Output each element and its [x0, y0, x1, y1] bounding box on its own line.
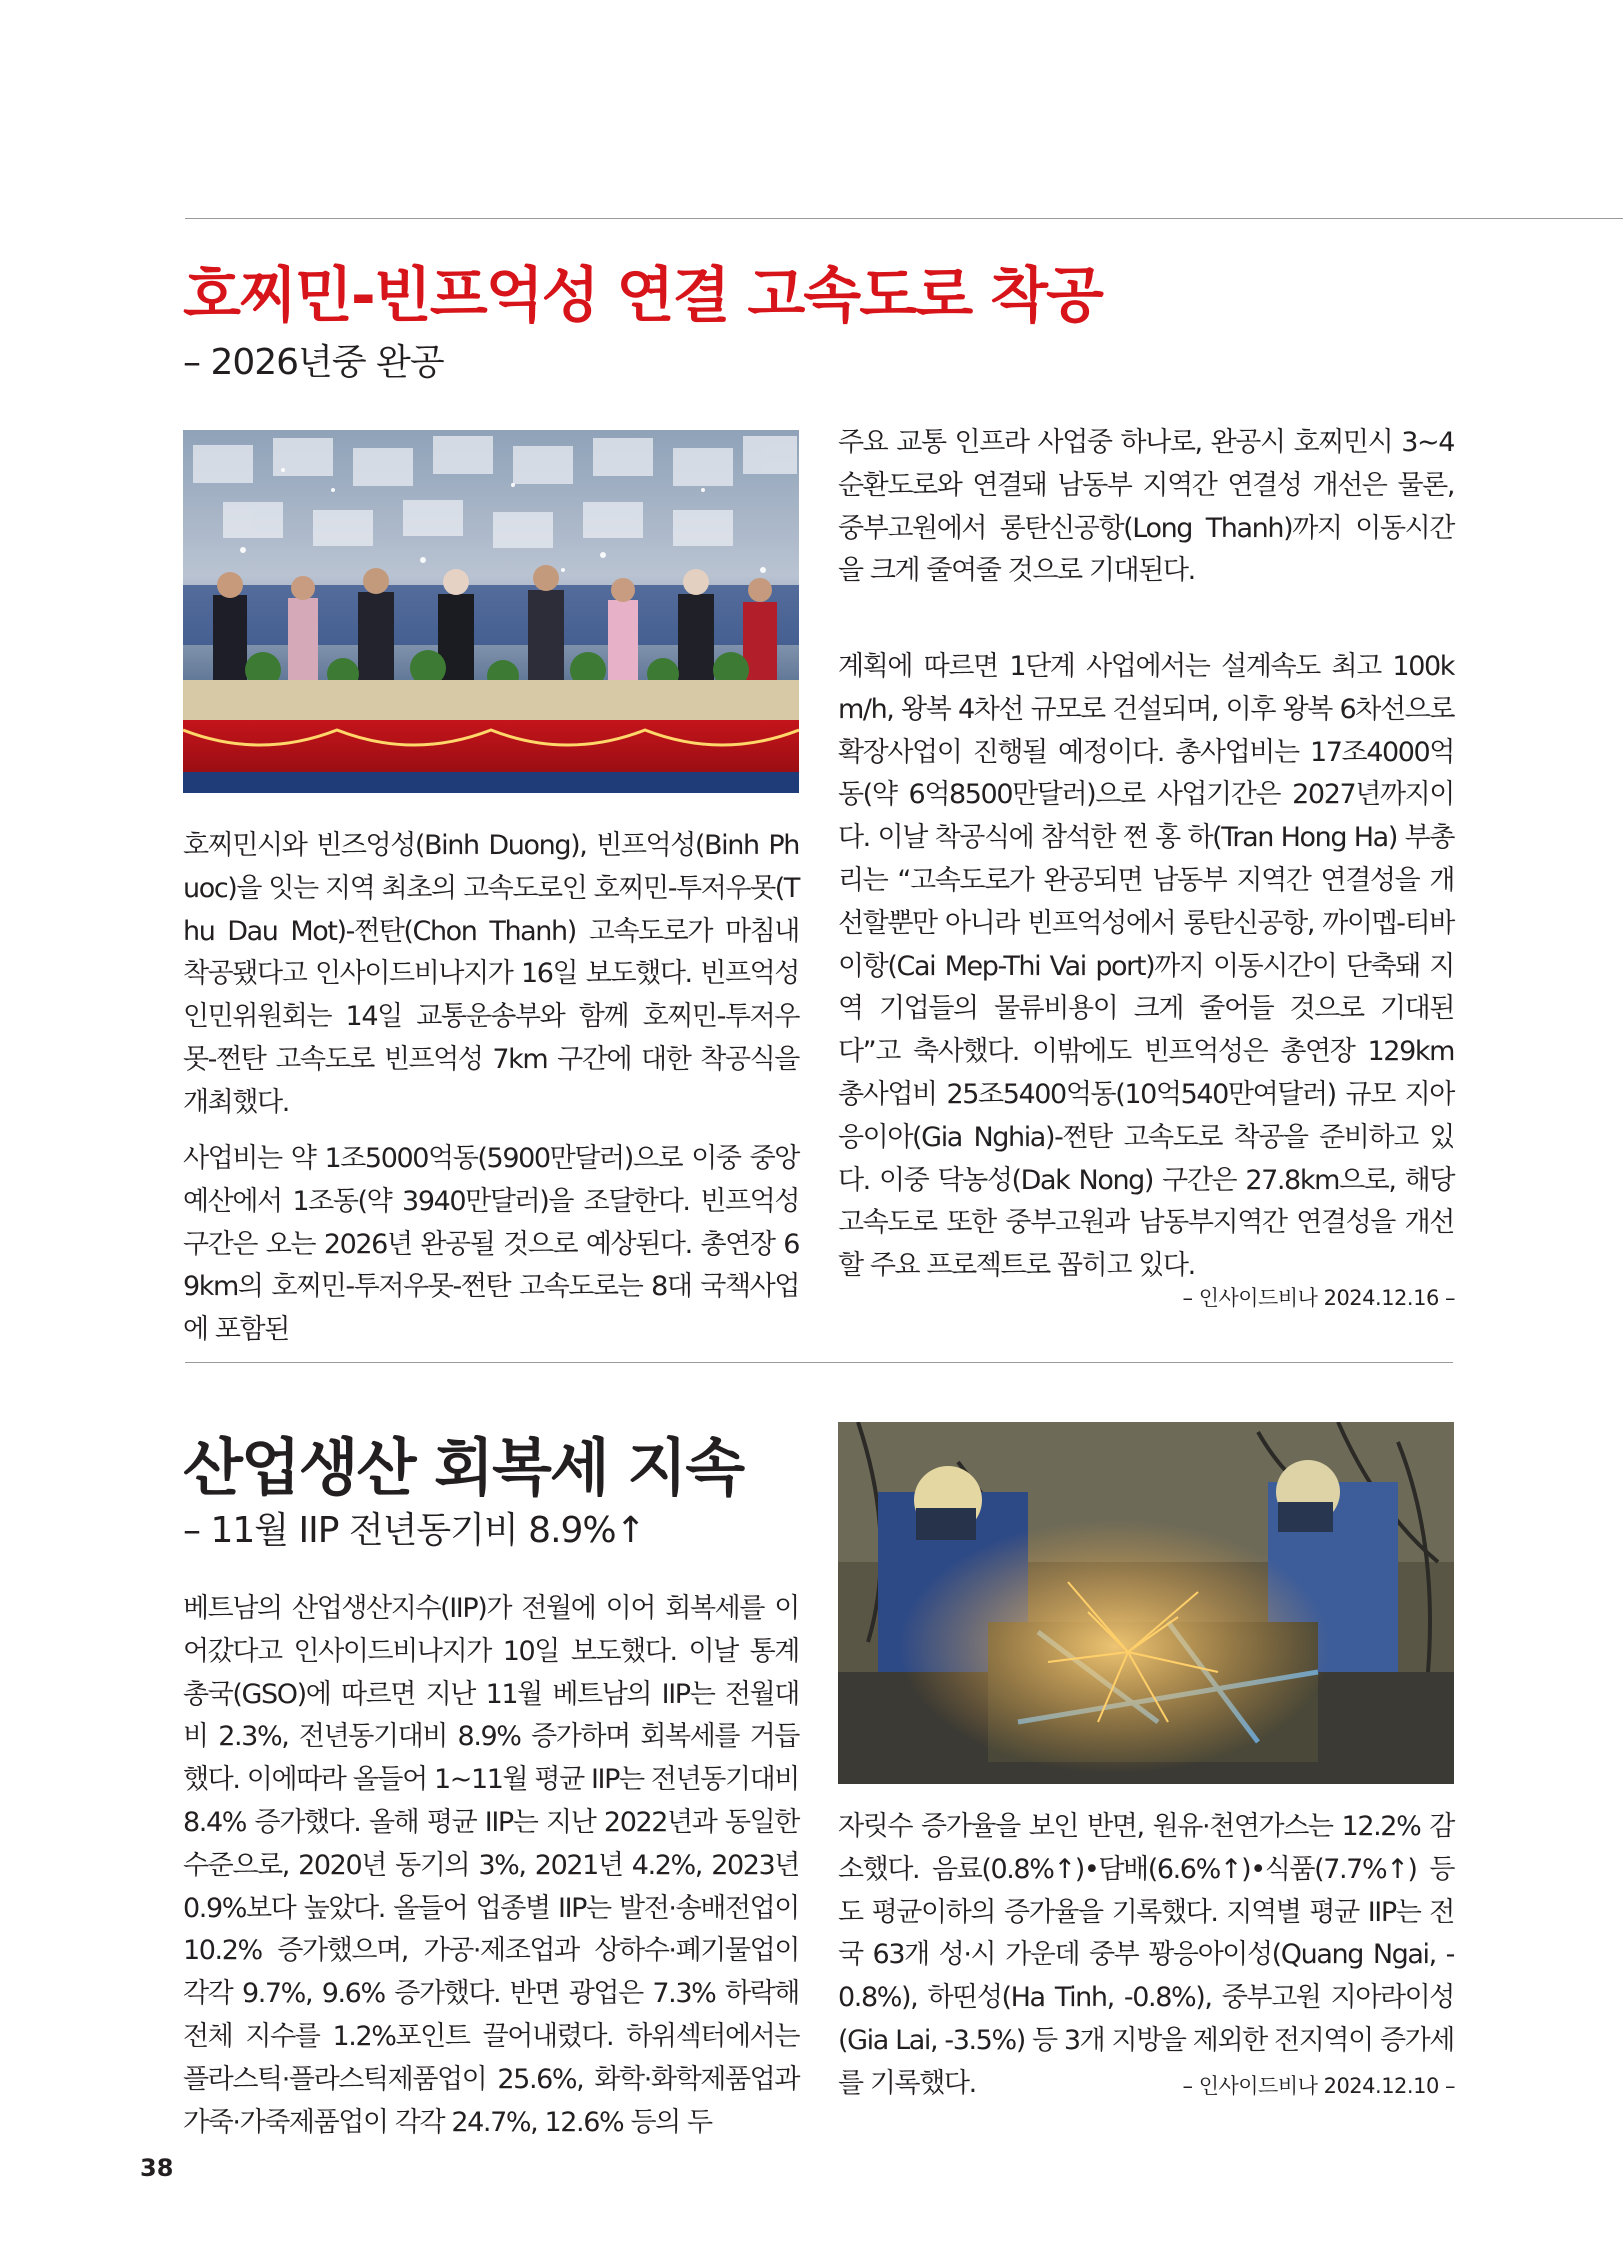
article2-paragraph-2: 자릿수 증가율을 보인 반면, 원유·천연가스는 12.2% 감소했다. 음료(0.8%↑)•담배(6.6%↑)•식품(7.7%↑) 등도 평균이하의 증가율을 기록했다. 지역별 평균 IIP는 전국 63개 성·시 가운데 중부 꽝응아이성(Quang Ngai, -0.8%), 하띤성(Ha Tinh, -0.8%), 중부고원 지아라이성(Gia Lai, -3.5%) 등 3개 지방을 제외한 전지역이 증가세를 기록했다. [838, 1811, 1454, 2099]
page-number: 38 [140, 2154, 174, 2182]
article1-paragraph-1: 호찌민시와 빈즈엉성(Binh Duong), 빈프억성(Binh Phuoc)을 잇는 지역 최초의 고속도로인 호찌민-투저우못(Thu Dau Mot)-쩐탄(Chon Thanh) 고속도로가 마침내 착공됐다고 인사이드비나지가 16일 보도했다. 빈프억성 인민위원회는 14일 교통운송부와 함께 호찌민-투저우못-쩐탄 고속도로 빈프억성 7km 구간에 대한 착공식을 개최했다. [183, 830, 799, 1118]
factory-welding-workers-photo [838, 1422, 1454, 1784]
article2-source: – 인사이드비나 2024.12.10 – [1182, 2074, 1455, 2098]
article2-subtitle: – 11월 IIP 전년동기비 8.9%↑ [183, 1510, 645, 1551]
section-divider [185, 1362, 1453, 1363]
article1-title: 호찌민-빈프억성 연결 고속도로 착공 [183, 261, 1102, 331]
article2-paragraph-1: 베트남의 산업생산지수(IIP)가 전월에 이어 회복세를 이어갔다고 인사이드비나지가 10일 보도했다. 이날 통계총국(GSO)에 따르면 지난 11월 베트남의 IIP는 전월대비 2.3%, 전년동기대비 8.9% 증가하며 회복세를 거듭했다. 이에따라 올들어 1~11월 평균 IIP는 전년동기대비 8.4% 증가했다. 올해 평균 IIP는 지난 2022년과 동일한 수준으로, 2020년 동기의 3%, 2021년 4.2%, 2023년 0.9%보다 높았다. 올들어 업종별 IIP는 발전·송배전업이 10.2% 증가했으며, 가공·제조업과 상하수·폐기물업이 각각 9.7%, 9.6% 증가했다. 반면 광업은 7.3% 하락해 전체 지수를 1.2%포인트 끌어내렸다. 하위섹터에서는 플라스틱·플라스틱제품업이 25.6%, 화학·화학제품업과 가죽·가죽제품업이 각각 24.7%, 12.6% 등의 두 [183, 1593, 799, 2138]
top-rule [185, 218, 1623, 219]
article1-source: – 인사이드비나 2024.12.16 – [1182, 1286, 1455, 1310]
article2-title: 산업생산 회복세 지속 [183, 1431, 744, 1504]
article1-paragraph-4: 계획에 따르면 1단계 사업에서는 설계속도 최고 100km/h, 왕복 4차선 규모로 건설되며, 이후 왕복 6차선으로 확장사업이 진행될 예정이다. 총사업비는 17조4000억동(약 6억8500만달러)으로 사업기간은 2027년까지이다. 이날 착공식에 참석한 쩐 홍 하(Tran Hong Ha) 부총리는 “고속도로가 완공되면 남동부 지역간 연결성을 개선할뿐만 아니라 빈프억성에서 롱탄신공항, 까이멥-티바이항(Cai Mep-Thi Vai port)까지 이동시간이 단축돼 지역 기업들의 물류비용이 크게 줄어들 것으로 기대된다”고 축사했다. 이밖에도 빈프억성은 총연장 129km 총사업비 25조5400억동(10억540만여달러) 규모 지아응이아(Gia Nghia)-쩐탄 고속도로 착공을 준비하고 있다. 이중 닥농성(Dak Nong) 구간은 27.8km으로, 해당 고속도로 또한 중부고원과 남동부지역간 연결성을 개선할 주요 프로젝트로 꼽히고 있다. [838, 651, 1454, 1282]
groundbreaking-ceremony-photo [183, 430, 799, 793]
article1-paragraph-2: 사업비는 약 1조5000억동(5900만달러)으로 이중 중앙예산에서 1조동(약 3940만달러)을 조달한다. 빈프억성 구간은 오는 2026년 완공될 것으로 예상된다. 총연장 69km의 호찌민-투저우못-쩐탄 고속도로는 8대 국책사업에 포함된 [183, 1143, 799, 1346]
article1-paragraph-3: 주요 교통 인프라 사업중 하나로, 완공시 호찌민시 3~4순환도로와 연결돼 남동부 지역간 연결성 개선은 물론, 중부고원에서 롱탄신공항(Long Thanh)까지 이동시간을 크게 줄여줄 것으로 기대된다. [838, 427, 1454, 587]
article1-subtitle: – 2026년중 완공 [183, 342, 444, 383]
